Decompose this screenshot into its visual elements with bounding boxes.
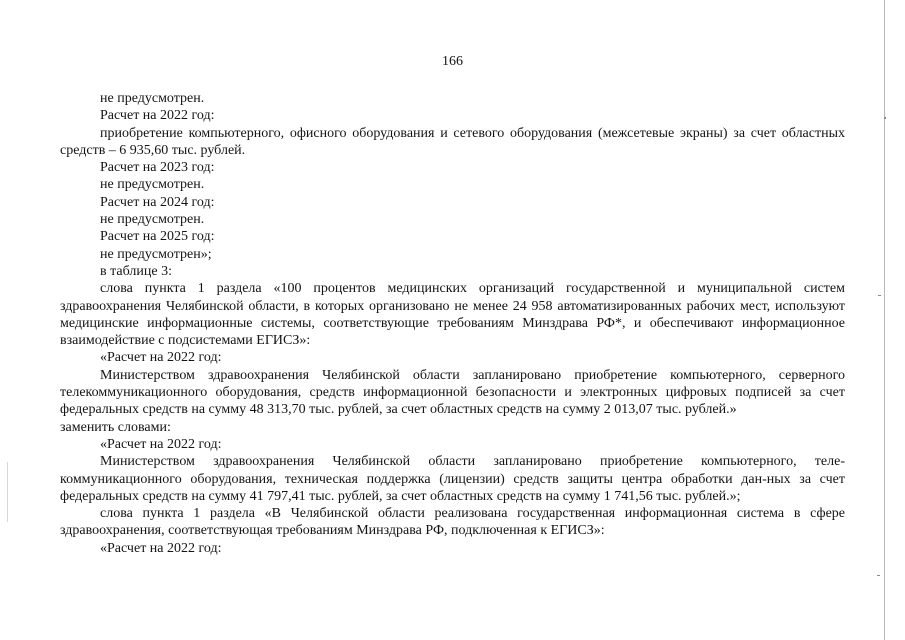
- paragraph: заменить словами:: [60, 419, 171, 435]
- paragraph: не предусмотрен»;: [100, 246, 212, 262]
- paragraph: Министерством здравоохранения Челябинской области запланировано приобретение компьютерного, теле-коммуникационного оборудования, техническая поддержка (лицензии) средств защиты центра обработки дан-ных за счет федеральных средств на сумму 41 797,41 тыс. рублей, за счет областных средств на сумму 1 741,56 тыс. рублей.»;: [60, 454, 845, 504]
- paragraph: в таблице 3:: [100, 263, 172, 279]
- paragraph: «Расчет на 2022 год:: [100, 350, 222, 366]
- page-number: 166: [442, 54, 463, 69]
- paragraph: Расчет на 2022 год:: [100, 108, 215, 124]
- paragraph: слова пункта 1 раздела «100 процентов медицинских организаций государственной и муниципальной систем здравоохранения Челябинской области, в которых организовано не менее 24 958 автоматизированных рабочих мест, используют медицинские информационные системы, соответствующие требованиям Минздрава РФ*, и обеспечивают информационное взаимодействие с подсистемами ЕГИСЗ»:: [60, 281, 845, 349]
- paragraph: «Расчет на 2022 год:: [100, 436, 222, 452]
- paragraph: Расчет на 2024 год:: [100, 194, 215, 210]
- scan-speck: [877, 575, 880, 576]
- paragraph: не предусмотрен.: [100, 177, 205, 193]
- paragraph: приобретение компьютерного, офисного оборудования и сетевого оборудования (межсетевые экраны) за счет областных средств – 6 935,60 тыс. рублей.: [60, 125, 845, 158]
- paragraph: не предусмотрен.: [100, 91, 205, 106]
- paragraph: не предусмотрен.: [100, 212, 205, 228]
- scan-speck: [884, 117, 886, 119]
- paragraph: «Расчет на 2022 год:: [100, 540, 222, 556]
- paragraph: слова пункта 1 раздела «В Челябинской области реализована государственная информационная система в сфере здравоохранения, соответствующая требованиям Минздрава РФ, подключенная к ЕГИСЗ»:: [60, 506, 845, 539]
- paragraph: Расчет на 2025 год:: [100, 229, 215, 245]
- page-edge-line: [884, 0, 885, 640]
- scan-speck: [7, 462, 8, 522]
- document-body: [60, 90, 845, 557]
- paragraph: Министерством здравоохранения Челябинской области запланировано приобретение компьютерного, серверного телекоммуникационного оборудования, средств информационной безопасности и электронных цифровых подписей за счет федеральных средств на сумму 48 313,70 тыс. рублей, за счет областных средств на сумму 2 013,07 тыс. рублей.»: [60, 367, 845, 418]
- paragraph: Расчет на 2023 год:: [100, 160, 215, 176]
- scan-speck: [878, 295, 881, 296]
